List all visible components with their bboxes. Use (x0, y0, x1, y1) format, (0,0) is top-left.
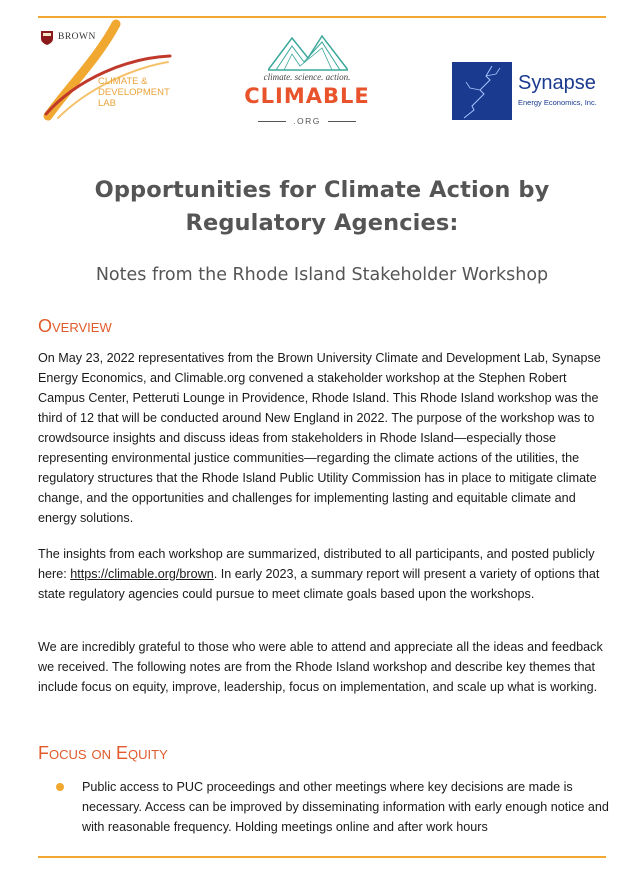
page-title (38, 174, 606, 240)
p2-text-after: . In early 2023, a summary report will present a variety of options that state regulatory agencies could pursue to meet climate goals based upon the workshops. (38, 567, 600, 601)
bottom-rule (38, 856, 606, 858)
climable-domain: .ORG (293, 116, 321, 126)
overview-paragraph-3: We are incredibly grateful to those who were able to attend and appreciate all the ideas and feedback we received. The following notes are from the Rhode Island workshop and describe key themes that include focus on equity, improve, leadership, focus on implementation, and scale up what is working. (38, 640, 603, 694)
cdl-line-1: CLIMATE & (98, 76, 148, 87)
climable-tagline: climate. science. action. (263, 72, 351, 82)
mountains-icon (268, 32, 348, 72)
bullet-dot-icon (56, 783, 64, 791)
equity-bullet-text: Public access to PUC proceedings and other meetings where key decisions are made is necessary. Access can be improved by disseminating information with early enough notice and with reasonable frequency. Holding meetings online and after work hours (82, 780, 609, 834)
brown-cdl-logo (38, 18, 188, 128)
synapse-lightning-icon (452, 62, 512, 120)
climable-wordmark: CLIMABLE (244, 84, 370, 108)
overview-paragraph-1: On May 23, 2022 representatives from the Brown University Climate and Development Lab, Synapse Energy Economics, and Climable.org convened a stakeholder workshop at the Stephen Robert Campus Center, Petteruti Lounge in Providence, Rhode Island. This Rhode Island workshop was the third of 12 that will be conducted around New England in 2022. The purpose of the workshop was to crowdsource insights and discuss ideas from stakeholders in Rhode Island—especially those representing environmental justice communities—regarding the climate actions of the utilities, the regulatory structures that the Rhode Island Public Utility Commission has in place to mitigate climate change, and the opportunities and challenges for implementing lasting and equitable climate and energy solutions. (38, 351, 601, 525)
synapse-subtitle: Energy Economics, Inc. (518, 98, 597, 107)
cdl-wordmark (98, 76, 170, 109)
synapse-wordmark: Synapse (518, 72, 596, 94)
cdl-line-3: LAB (98, 98, 116, 109)
overview-paragraph-2 (38, 544, 610, 604)
equity-heading: Focus on Equity (38, 743, 168, 763)
climable-brown-link[interactable]: https://climable.org/brown (70, 567, 214, 581)
brown-wordmark: BROWN (58, 32, 96, 42)
synapse-square-icon (452, 62, 512, 120)
brown-shield-icon (40, 30, 54, 46)
page-subtitle: Notes from the Rhode Island Stakeholder Workshop (95, 265, 549, 285)
climable-domain-row (258, 116, 356, 126)
cdl-line-2: DEVELOPMENT (98, 87, 170, 98)
climable-logo (232, 32, 382, 128)
synapse-logo (452, 62, 612, 120)
overview-heading: Overview (38, 316, 112, 336)
logo-bar (38, 18, 606, 128)
title-line-1: Opportunities for Climate Action by (94, 177, 550, 203)
title-line-2: Regulatory Agencies: (185, 210, 459, 236)
p2-text-before: The insights from each workshop are summarized, distributed to all participants, and posted publicly here: (38, 547, 595, 581)
